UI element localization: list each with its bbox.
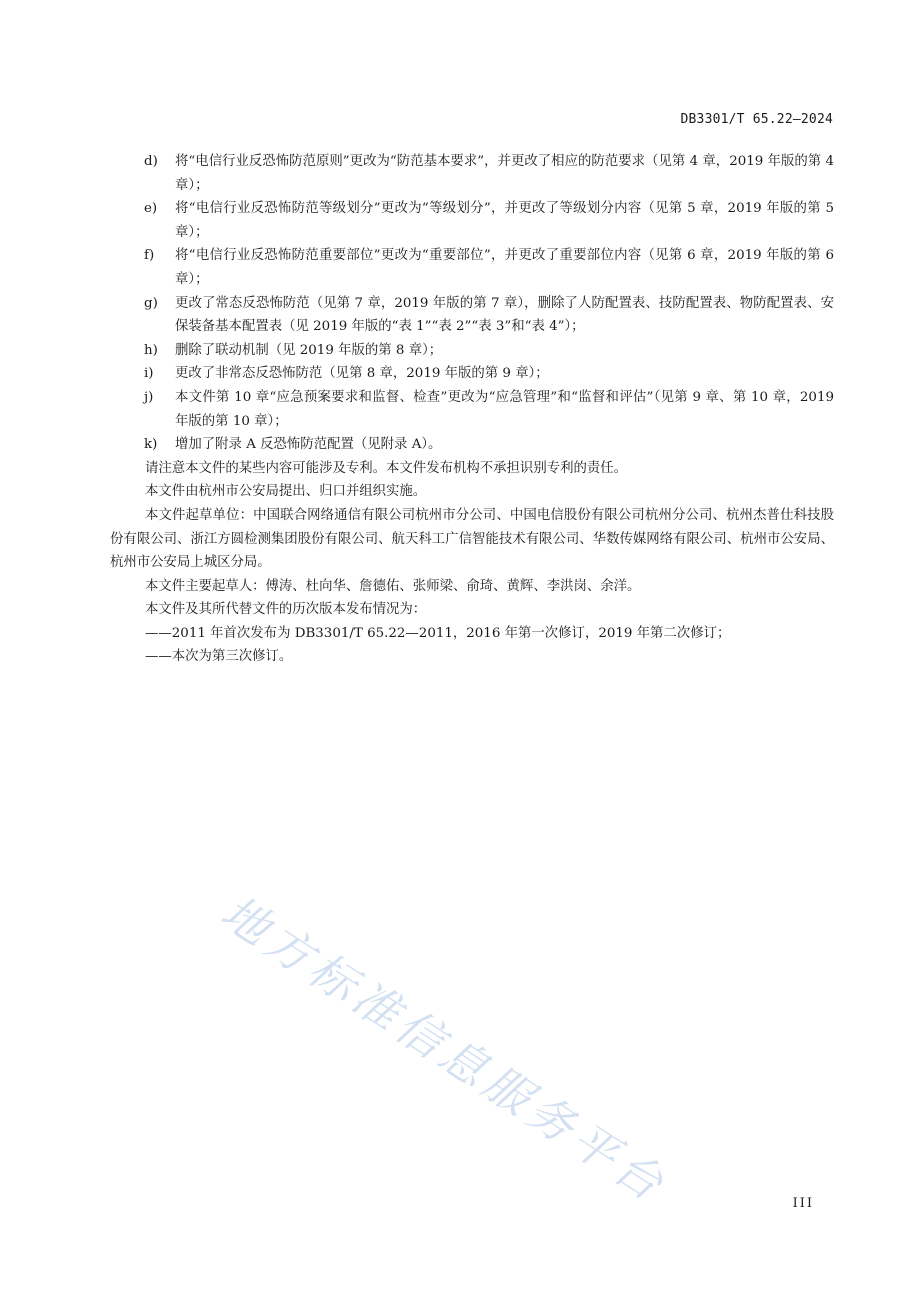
change-item-text: 将“电信行业反恐怖防范重要部位”更改为“重要部位”，并更改了重要部位内容（见第 6 章，2019 年版的第 6 章）；	[175, 248, 834, 287]
patent-notice: 请注意本文件的某些内容可能涉及专利。本文件发布机构不承担识别专利的责任。	[145, 460, 628, 476]
proposer-statement: 本文件由杭州市公安局提出、归口并组织实施。	[145, 484, 427, 500]
main-drafters: 本文件主要起草人：傅涛、杜向华、詹德佑、张师梁、俞琦、黄辉、李洪岗、余洋。	[145, 578, 641, 594]
list-marker: i)	[144, 366, 154, 382]
change-item-text: 将“电信行业反恐怖防范原则”更改为“防范基本要求”，并更改了相应的防范要求（见第 4 章，2019 年版的第 4 章）；	[175, 154, 834, 193]
change-item-e	[110, 197, 834, 244]
list-marker: e)	[144, 201, 158, 217]
list-marker: j)	[144, 389, 154, 405]
version-history-intro: 本文件及其所代替文件的历次版本发布情况为：	[145, 602, 427, 618]
change-item-h	[110, 339, 834, 363]
change-item-g	[110, 292, 834, 339]
change-item-j	[110, 386, 834, 433]
change-item-f	[110, 244, 834, 291]
list-marker: f)	[144, 248, 155, 264]
change-item-text: 本文件第 10 章“应急预案要求和监督、检查”更改为“应急管理”和“监督和评估”（见第 9 章、第 10 章，2019 年版的第 10 章）；	[175, 389, 834, 429]
watermark: 地方标准信息服务平台	[211, 884, 678, 1214]
foreword-body	[110, 150, 834, 669]
change-item-text: 增加了附录 A 反恐怖防范配置（见附录 A）。	[175, 437, 442, 453]
page-number: III	[792, 1196, 814, 1211]
document-code: DB3301/T 65.22—2024	[680, 112, 833, 127]
change-item-d	[110, 150, 834, 197]
list-marker: h)	[144, 342, 158, 358]
change-item-text: 更改了常态反恐怖防范（见第 7 章，2019 年版的第 7 章），删除了人防配置表、技防配置表、物防配置表、安保装备基本配置表（见 2019 年版的“表 1”“表 2”“表 3”和“表 4”）；	[175, 295, 834, 335]
list-marker: k)	[144, 437, 158, 453]
list-marker: d)	[144, 154, 158, 169]
version-history-item: ——2011 年首次发布为 DB3301/T 65.22—2011，2016 年第一次修订，2019 年第二次修订；	[145, 625, 731, 641]
change-item-i	[110, 362, 834, 386]
change-item-text: 删除了联动机制（见 2019 年版的第 8 章）；	[175, 342, 443, 358]
change-item-text: 更改了非常态反恐怖防范（见第 8 章，2019 年版的第 9 章）；	[175, 366, 549, 382]
list-marker: g)	[144, 295, 158, 311]
version-history-item: ——本次为第三次修订。	[145, 649, 293, 665]
drafting-units: 本文件起草单位：中国联合网络通信有限公司杭州市分公司、中国电信股份有限公司杭州分公司、杭州杰普仕科技股份有限公司、浙江方圆检测集团股份有限公司、航天科工广信智能技术有限公司、华数传媒网络有限公司、杭州市公安局、杭州市公安局上城区分局。	[110, 507, 834, 571]
change-item-text: 将“电信行业反恐怖防范等级划分”更改为“等级划分”，并更改了等级划分内容（见第 5 章，2019 年版的第 5 章）；	[175, 201, 834, 240]
change-item-k	[110, 433, 834, 457]
